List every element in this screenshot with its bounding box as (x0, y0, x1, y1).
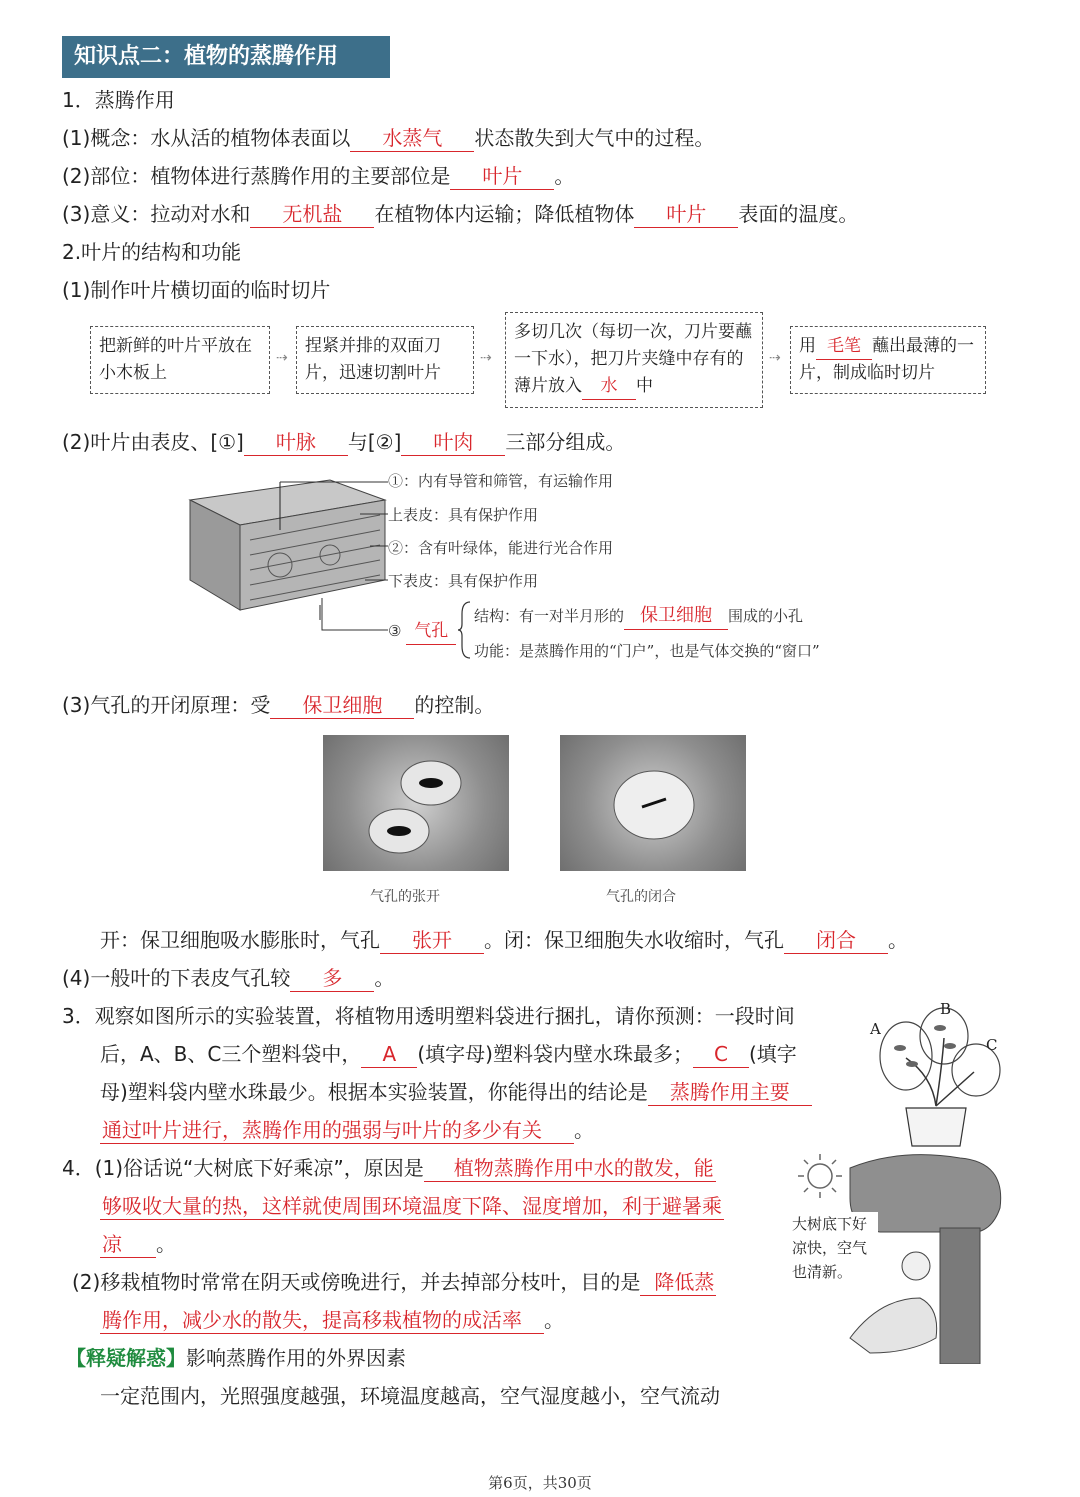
answer-vapor: 水蒸气 (350, 125, 474, 152)
faq-body: 一定范围内，光照强度越强，环境温度越高，空气湿度越小，空气流动 (100, 1384, 720, 1408)
stoma-structure: 结构：有一对半月形的 保卫细胞 围成的小孔 (474, 603, 803, 630)
diagram-leader-lines (280, 470, 400, 640)
answer-a: A (361, 1041, 417, 1068)
answer-mesophyll: 叶肉 (401, 429, 505, 456)
label-c: C (986, 1036, 998, 1054)
q3-line4: 通过叶片进行，蒸腾作用的强弱与叶片的多少有关 。 (102, 1118, 594, 1142)
answer-more: 多 (290, 965, 374, 992)
stoma-function: 功能：是蒸腾作用的“门户”，也是气体交换的“窗口” (474, 642, 820, 660)
open-close-line: 开：保卫细胞吸水膨胀时，气孔 张开 。闭：保卫细胞失水收缩时，气孔 闭合 。 (100, 928, 908, 952)
q3-line2: 后，A、B、C三个塑料袋中， A (填字母)塑料袋内壁水珠最多； C (填字 (100, 1042, 797, 1066)
q4-line4: (2)移栽植物时常常在阴天或傍晚进行，并去掉部分枝叶，目的是 降低蒸 (72, 1270, 715, 1294)
label-b: B (940, 1000, 952, 1018)
answer-conclusion-2: 通过叶片进行，蒸腾作用的强弱与叶片的多少有关 (100, 1117, 574, 1144)
step-box-3: 多切几次（每切一次，刀片要蘸一下水），把刀片夹缝中存有的薄片放入 水 中 (505, 312, 763, 408)
concept-line: (1)概念：水从活的植物体表面以 水蒸气 状态散失到大气中的过程。 (62, 126, 715, 150)
answer-water: 水 (582, 373, 636, 400)
q3-line3: 母)塑料袋内壁水珠最少。根据本实验装置，你能得出的结论是 蒸腾作用主要 (100, 1078, 812, 1106)
page-number: 第6页，共30页 (488, 1474, 592, 1492)
label-vein: ①：内有导管和筛管，有运输作用 (388, 472, 614, 490)
brace-icon (458, 600, 472, 660)
heading-leaf-structure: 2.叶片的结构和功能 (62, 240, 242, 264)
stoma-open-photo (323, 735, 509, 871)
q4-line5: 腾作用，减少水的散失，提高移栽植物的成活率 。 (102, 1308, 564, 1332)
make-slide-title: (1)制作叶片横切面的临时切片 (62, 278, 331, 302)
answer-stoma: 气孔 (406, 618, 456, 645)
stoma-closed-photo (560, 735, 746, 871)
answer-brush: 毛笔 (816, 333, 872, 360)
answer-shade-3: 凉 (100, 1231, 156, 1258)
step-box-4: 用 毛笔 蘸出最薄的一片，制成临时切片 (790, 326, 986, 394)
answer-transplant-1: 降低蒸 (640, 1269, 716, 1296)
answer-conclusion-1: 蒸腾作用主要 (648, 1079, 812, 1106)
q4-line2 (100, 1192, 724, 1220)
answer-vein: 叶脉 (244, 429, 348, 456)
meaning-line: (3)意义：拉动对水和 无机盐 在植物体内运输；降低植物体 叶片 表面的温度。 (62, 202, 859, 226)
open-close-principle: (3)气孔的开闭原理：受 保卫细胞 的控制。 (62, 693, 495, 717)
plant-bag-experiment-image (866, 996, 1016, 1150)
q4-line1: 4．(1)俗话说“大树底下好乘凉”，原因是 植物蒸腾作用中水的散发，能 (62, 1156, 714, 1180)
answer-c: C (693, 1041, 749, 1068)
label-stoma: ③ 气孔 (388, 618, 456, 645)
compose-line: (2)叶片由表皮、[①] 叶脉 与[②] 叶肉 三部分组成。 (62, 430, 626, 454)
arrow-3: ⇢ (769, 350, 781, 366)
answer-guard-cells-2: 保卫细胞 (270, 692, 414, 719)
lower-epidermis-line: (4)一般叶的下表皮气孔较 多 。 (62, 966, 395, 990)
section-title: 知识点二：植物的蒸腾作用 (62, 36, 390, 78)
answer-shade-1: 植物蒸腾作用中水的散发，能 (424, 1155, 716, 1182)
q4-line3: 凉 。 (102, 1232, 176, 1256)
heading-transpiration: 1．蒸腾作用 (62, 88, 175, 112)
answer-guard-cells: 保卫细胞 (624, 603, 728, 630)
answer-transplant-2: 腾作用，减少水的散失，提高移栽植物的成活率 (100, 1307, 544, 1334)
speech-bubble: 大树底下好凉快，空气也清新。 (792, 1212, 878, 1284)
answer-shade-2: 够吸收大量的热，这样就使周围环境温度下降、湿度增加，利于避暑乘 (102, 1194, 722, 1218)
label-lower-epidermis: 下表皮：具有保护作用 (388, 572, 539, 590)
answer-open: 张开 (380, 927, 484, 954)
answer-leaf-2: 叶片 (634, 201, 738, 228)
answer-leaf: 叶片 (450, 163, 554, 190)
q3-line1: 3．观察如图所示的实验装置，将植物用透明塑料袋进行捆扎，请你预测：一段时间 (62, 1004, 795, 1028)
answer-salt: 无机盐 (250, 201, 374, 228)
faq-line: 【释疑解惑】影响蒸腾作用的外界因素 (66, 1346, 406, 1370)
caption-closed: 气孔的闭合 (606, 889, 676, 905)
part-line: (2)部位：植物体进行蒸腾作用的主要部位是 叶片 。 (62, 164, 575, 188)
answer-close: 闭合 (784, 927, 888, 954)
label-upper-epidermis: 上表皮：具有保护作用 (388, 506, 539, 524)
faq-tag: 【释疑解惑】 (66, 1346, 186, 1370)
arrow-2: ⇢ (480, 350, 492, 366)
caption-open: 气孔的张开 (370, 889, 440, 905)
arrow-1: ⇢ (276, 350, 288, 366)
label-a: A (870, 1020, 881, 1038)
step-box-1: 把新鲜的叶片平放在小木板上 (90, 326, 270, 394)
step-box-2: 捏紧并排的双面刀片，迅速切割叶片 (296, 326, 474, 394)
label-mesophyll: ②：含有叶绿体，能进行光合作用 (388, 539, 614, 557)
